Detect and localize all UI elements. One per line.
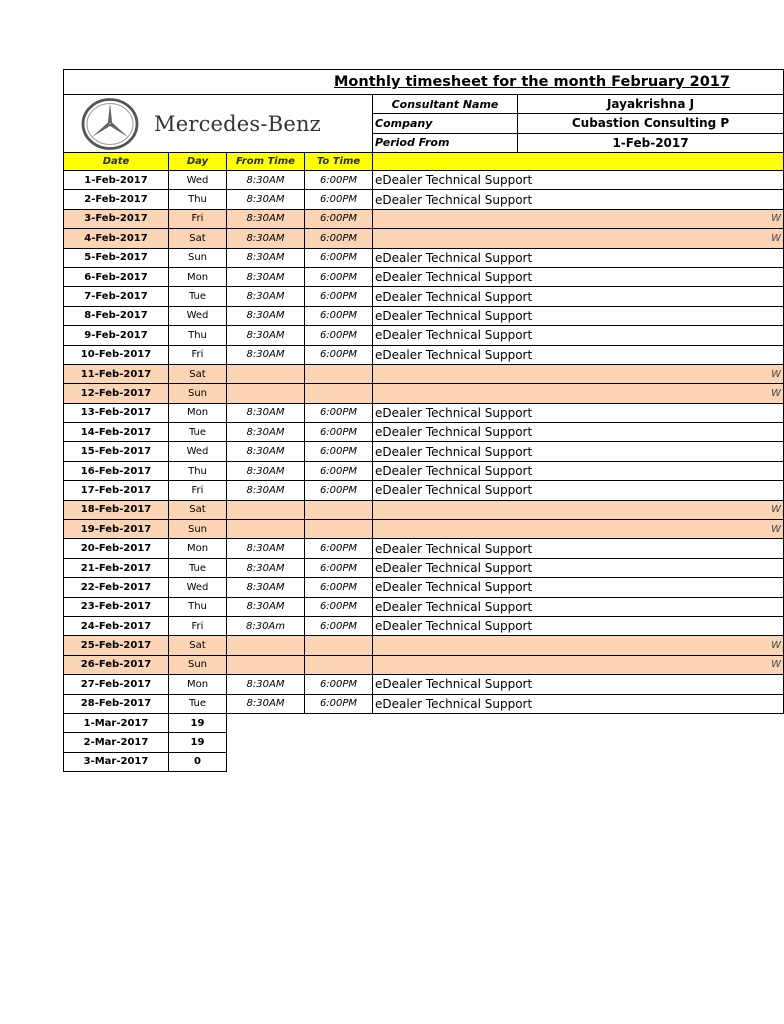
table-row bbox=[64, 306, 784, 325]
day-cell: Thu bbox=[169, 597, 227, 616]
date-cell: 9-Feb-2017 bbox=[64, 326, 169, 345]
table-row bbox=[64, 520, 784, 539]
table-row bbox=[64, 384, 784, 403]
consultant-label: Consultant Name bbox=[373, 95, 518, 114]
table-row bbox=[64, 694, 784, 713]
work-cell: W bbox=[373, 384, 784, 403]
work-cell: W bbox=[373, 500, 784, 519]
date-cell: 13-Feb-2017 bbox=[64, 403, 169, 422]
date-cell: 6-Feb-2017 bbox=[64, 267, 169, 286]
col-work bbox=[373, 153, 784, 171]
table-row bbox=[64, 287, 784, 306]
table-row bbox=[64, 655, 784, 674]
date-cell: 3-Feb-2017 bbox=[64, 209, 169, 228]
to-time-cell: 6:00PM bbox=[305, 461, 373, 480]
day-cell: Sun bbox=[169, 520, 227, 539]
total-value-cell: 0 bbox=[169, 752, 227, 771]
day-cell: Sun bbox=[169, 384, 227, 403]
from-time-cell: 8:30AM bbox=[227, 481, 305, 500]
work-cell: eDealer Technical Support bbox=[373, 423, 784, 442]
timesheet bbox=[63, 69, 782, 789]
to-time-cell: 6:00PM bbox=[305, 229, 373, 248]
company-value: Cubastion Consulting P bbox=[518, 114, 784, 133]
from-time-cell: 8:30AM bbox=[227, 287, 305, 306]
work-cell: eDealer Technical Support bbox=[373, 597, 784, 616]
from-time-cell: 8:30AM bbox=[227, 229, 305, 248]
work-cell: eDealer Technical Support bbox=[373, 345, 784, 364]
work-cell: eDealer Technical Support bbox=[373, 326, 784, 345]
table-row bbox=[64, 481, 784, 500]
date-cell: 24-Feb-2017 bbox=[64, 616, 169, 635]
from-time-cell: 8:30AM bbox=[227, 597, 305, 616]
work-cell: eDealer Technical Support bbox=[373, 616, 784, 635]
from-time-cell: 8:30AM bbox=[227, 461, 305, 480]
date-cell: 1-Feb-2017 bbox=[64, 171, 169, 190]
to-time-cell: 6:00PM bbox=[305, 267, 373, 286]
from-time-cell: 8:30AM bbox=[227, 423, 305, 442]
total-value-cell: 19 bbox=[169, 733, 227, 752]
day-cell: Tue bbox=[169, 558, 227, 577]
col-day: Day bbox=[169, 153, 227, 171]
date-cell: 11-Feb-2017 bbox=[64, 364, 169, 383]
total-date-cell: 2-Mar-2017 bbox=[64, 733, 169, 752]
work-cell: eDealer Technical Support bbox=[373, 539, 784, 558]
from-time-cell: 8:30AM bbox=[227, 267, 305, 286]
brand-name: Mercedes-Benz bbox=[154, 111, 321, 136]
date-cell: 5-Feb-2017 bbox=[64, 248, 169, 267]
from-time-cell bbox=[227, 384, 305, 403]
work-cell: eDealer Technical Support bbox=[373, 403, 784, 422]
table-row bbox=[64, 578, 784, 597]
from-time-cell: 8:30AM bbox=[227, 345, 305, 364]
total-row bbox=[64, 713, 784, 732]
work-cell: W bbox=[373, 655, 784, 674]
table-row bbox=[64, 500, 784, 519]
from-time-cell: 8:30AM bbox=[227, 326, 305, 345]
work-cell: W bbox=[373, 229, 784, 248]
from-time-cell bbox=[227, 636, 305, 655]
table-row bbox=[64, 442, 784, 461]
table-row bbox=[64, 675, 784, 694]
work-cell: eDealer Technical Support bbox=[373, 558, 784, 577]
date-cell: 27-Feb-2017 bbox=[64, 675, 169, 694]
date-cell: 12-Feb-2017 bbox=[64, 384, 169, 403]
table-row bbox=[64, 539, 784, 558]
sheet-title: Monthly timesheet for the month February 2017 bbox=[64, 70, 784, 95]
day-cell: Sat bbox=[169, 500, 227, 519]
table-row bbox=[64, 423, 784, 442]
empty-cell bbox=[227, 752, 784, 771]
total-row bbox=[64, 733, 784, 752]
table-row bbox=[64, 403, 784, 422]
from-time-cell: 8:30AM bbox=[227, 171, 305, 190]
to-time-cell bbox=[305, 364, 373, 383]
date-cell: 20-Feb-2017 bbox=[64, 539, 169, 558]
table-row bbox=[64, 229, 784, 248]
table-row bbox=[64, 558, 784, 577]
table-row bbox=[64, 597, 784, 616]
to-time-cell bbox=[305, 500, 373, 519]
date-cell: 2-Feb-2017 bbox=[64, 190, 169, 209]
to-time-cell: 6:00PM bbox=[305, 481, 373, 500]
from-time-cell: 8:30Am bbox=[227, 616, 305, 635]
to-time-cell: 6:00PM bbox=[305, 306, 373, 325]
day-cell: Wed bbox=[169, 306, 227, 325]
day-cell: Mon bbox=[169, 539, 227, 558]
day-cell: Mon bbox=[169, 403, 227, 422]
from-time-cell bbox=[227, 655, 305, 674]
table-row bbox=[64, 190, 784, 209]
work-cell: eDealer Technical Support bbox=[373, 267, 784, 286]
table-row bbox=[64, 248, 784, 267]
to-time-cell: 6:00PM bbox=[305, 190, 373, 209]
date-cell: 7-Feb-2017 bbox=[64, 287, 169, 306]
mercedes-star-icon bbox=[78, 96, 142, 152]
col-date: Date bbox=[64, 153, 169, 171]
table-row bbox=[64, 267, 784, 286]
date-cell: 28-Feb-2017 bbox=[64, 694, 169, 713]
from-time-cell: 8:30AM bbox=[227, 403, 305, 422]
day-cell: Fri bbox=[169, 481, 227, 500]
total-date-cell: 3-Mar-2017 bbox=[64, 752, 169, 771]
date-cell: 16-Feb-2017 bbox=[64, 461, 169, 480]
total-value-cell: 19 bbox=[169, 713, 227, 732]
date-cell: 21-Feb-2017 bbox=[64, 558, 169, 577]
to-time-cell: 6:00PM bbox=[305, 675, 373, 694]
day-cell: Wed bbox=[169, 442, 227, 461]
to-time-cell: 6:00PM bbox=[305, 597, 373, 616]
work-cell: W bbox=[373, 209, 784, 228]
table-row bbox=[64, 616, 784, 635]
total-row bbox=[64, 752, 784, 771]
day-cell: Tue bbox=[169, 694, 227, 713]
col-to-time: To Time bbox=[305, 153, 373, 171]
empty-cell bbox=[227, 733, 784, 752]
day-cell: Fri bbox=[169, 616, 227, 635]
date-cell: 19-Feb-2017 bbox=[64, 520, 169, 539]
work-cell: eDealer Technical Support bbox=[373, 442, 784, 461]
to-time-cell bbox=[305, 520, 373, 539]
date-cell: 22-Feb-2017 bbox=[64, 578, 169, 597]
to-time-cell: 6:00PM bbox=[305, 326, 373, 345]
from-time-cell: 8:30AM bbox=[227, 558, 305, 577]
work-cell: eDealer Technical Support bbox=[373, 675, 784, 694]
company-label: Company bbox=[373, 114, 518, 133]
table-row bbox=[64, 209, 784, 228]
from-time-cell: 8:30AM bbox=[227, 190, 305, 209]
table-row bbox=[64, 326, 784, 345]
day-cell: Mon bbox=[169, 675, 227, 694]
timesheet-table bbox=[63, 69, 784, 772]
date-cell: 14-Feb-2017 bbox=[64, 423, 169, 442]
to-time-cell: 6:00PM bbox=[305, 209, 373, 228]
to-time-cell: 6:00PM bbox=[305, 423, 373, 442]
from-time-cell: 8:30AM bbox=[227, 539, 305, 558]
date-cell: 15-Feb-2017 bbox=[64, 442, 169, 461]
day-cell: Wed bbox=[169, 171, 227, 190]
to-time-cell: 6:00PM bbox=[305, 558, 373, 577]
column-header-row bbox=[64, 153, 784, 171]
to-time-cell bbox=[305, 655, 373, 674]
from-time-cell: 8:30AM bbox=[227, 209, 305, 228]
from-time-cell: 8:30AM bbox=[227, 675, 305, 694]
table-row bbox=[64, 364, 784, 383]
date-cell: 4-Feb-2017 bbox=[64, 229, 169, 248]
col-from-time: From Time bbox=[227, 153, 305, 171]
date-cell: 26-Feb-2017 bbox=[64, 655, 169, 674]
date-cell: 18-Feb-2017 bbox=[64, 500, 169, 519]
logo-area bbox=[64, 95, 373, 153]
day-cell: Sat bbox=[169, 229, 227, 248]
from-time-cell bbox=[227, 520, 305, 539]
date-cell: 10-Feb-2017 bbox=[64, 345, 169, 364]
table-row bbox=[64, 636, 784, 655]
from-time-cell: 8:30AM bbox=[227, 306, 305, 325]
date-cell: 8-Feb-2017 bbox=[64, 306, 169, 325]
to-time-cell: 6:00PM bbox=[305, 248, 373, 267]
work-cell: eDealer Technical Support bbox=[373, 461, 784, 480]
to-time-cell: 6:00PM bbox=[305, 539, 373, 558]
day-cell: Sun bbox=[169, 655, 227, 674]
day-cell: Thu bbox=[169, 461, 227, 480]
empty-cell bbox=[227, 713, 784, 732]
from-time-cell: 8:30AM bbox=[227, 248, 305, 267]
work-cell: eDealer Technical Support bbox=[373, 694, 784, 713]
from-time-cell: 8:30AM bbox=[227, 442, 305, 461]
period-label: Period From bbox=[373, 133, 518, 152]
day-cell: Thu bbox=[169, 190, 227, 209]
from-time-cell: 8:30AM bbox=[227, 694, 305, 713]
day-cell: Thu bbox=[169, 326, 227, 345]
work-cell: W bbox=[373, 520, 784, 539]
day-cell: Wed bbox=[169, 578, 227, 597]
day-cell: Fri bbox=[169, 345, 227, 364]
table-row bbox=[64, 345, 784, 364]
to-time-cell: 6:00PM bbox=[305, 578, 373, 597]
work-cell: eDealer Technical Support bbox=[373, 306, 784, 325]
day-cell: Fri bbox=[169, 209, 227, 228]
brand-logo bbox=[64, 96, 372, 152]
work-cell: eDealer Technical Support bbox=[373, 190, 784, 209]
to-time-cell: 6:00PM bbox=[305, 442, 373, 461]
to-time-cell: 6:00PM bbox=[305, 345, 373, 364]
work-cell: eDealer Technical Support bbox=[373, 481, 784, 500]
work-cell: eDealer Technical Support bbox=[373, 287, 784, 306]
work-cell: eDealer Technical Support bbox=[373, 248, 784, 267]
work-cell: W bbox=[373, 636, 784, 655]
date-cell: 23-Feb-2017 bbox=[64, 597, 169, 616]
date-cell: 25-Feb-2017 bbox=[64, 636, 169, 655]
work-cell: W bbox=[373, 364, 784, 383]
date-cell: 17-Feb-2017 bbox=[64, 481, 169, 500]
work-cell: eDealer Technical Support bbox=[373, 171, 784, 190]
from-time-cell: 8:30AM bbox=[227, 578, 305, 597]
day-cell: Sun bbox=[169, 248, 227, 267]
day-cell: Sat bbox=[169, 364, 227, 383]
period-value: 1-Feb-2017 bbox=[518, 133, 784, 152]
day-cell: Tue bbox=[169, 423, 227, 442]
to-time-cell bbox=[305, 636, 373, 655]
table-row bbox=[64, 171, 784, 190]
day-cell: Mon bbox=[169, 267, 227, 286]
to-time-cell: 6:00PM bbox=[305, 287, 373, 306]
to-time-cell: 6:00PM bbox=[305, 171, 373, 190]
work-cell: eDealer Technical Support bbox=[373, 578, 784, 597]
to-time-cell bbox=[305, 384, 373, 403]
table-row bbox=[64, 461, 784, 480]
to-time-cell: 6:00PM bbox=[305, 616, 373, 635]
consultant-value: Jayakrishna J bbox=[518, 95, 784, 114]
to-time-cell: 6:00PM bbox=[305, 403, 373, 422]
from-time-cell bbox=[227, 364, 305, 383]
from-time-cell bbox=[227, 500, 305, 519]
day-cell: Sat bbox=[169, 636, 227, 655]
total-date-cell: 1-Mar-2017 bbox=[64, 713, 169, 732]
to-time-cell: 6:00PM bbox=[305, 694, 373, 713]
day-cell: Tue bbox=[169, 287, 227, 306]
